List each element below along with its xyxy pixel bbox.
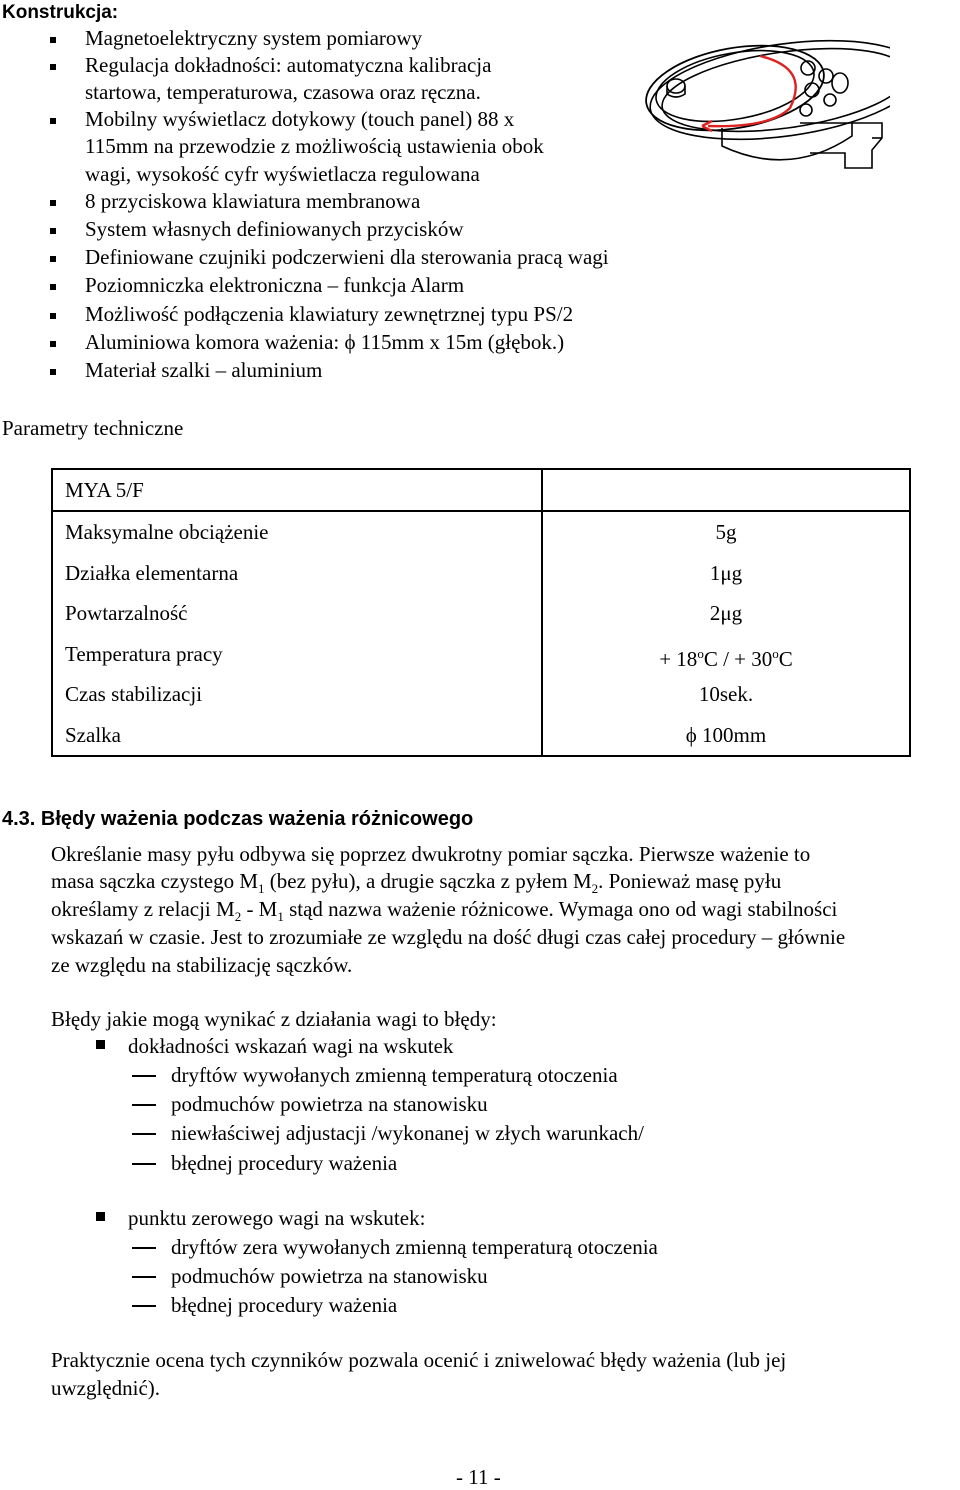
bullet — [96, 1212, 105, 1221]
list-item: System własnych definiowanych przycisków — [85, 217, 464, 241]
bullet — [50, 256, 56, 262]
heading-konstrukcja: Konstrukcja: — [2, 2, 119, 23]
group-title: dokładności wskazań wagi na wskutek — [128, 1034, 454, 1058]
param-label: Temperatura pracy — [65, 641, 223, 666]
list-item: Magnetoelektryczny system pomiarowy — [85, 26, 423, 50]
list-item-continuation: wagi, wysokość cyfr wyświetlacza regulowana — [85, 162, 480, 186]
bullet — [96, 1040, 105, 1049]
bullet — [50, 369, 56, 375]
list-item: niewłaściwej adjustacji /wykonanej w złych warunkach/ — [171, 1121, 644, 1145]
table-cell-labels — [52, 511, 542, 756]
page-number: - 11 - — [456, 1465, 501, 1489]
technical-parameters-table — [51, 468, 911, 757]
bullet — [50, 37, 56, 43]
model-name: MYA 5/F — [65, 478, 144, 502]
dash-bullet — [132, 1276, 156, 1278]
heading-parametry: Parametry techniczne — [2, 416, 184, 440]
list-item: Mobilny wyświetlacz dotykowy (touch panel) 88 x — [85, 107, 515, 131]
table-cell-model — [52, 469, 542, 511]
dash-bullet — [132, 1104, 156, 1106]
param-value: 10sek. — [698, 682, 754, 706]
list-item: Możliwość podłączenia klawiatury zewnętrznej typu PS/2 — [85, 302, 574, 326]
bullet — [50, 118, 56, 124]
bullet — [50, 200, 56, 206]
param-label: Działka elementarna — [65, 560, 239, 585]
section-heading: 4.3. Błędy ważenia podczas ważenia różnicowego — [2, 808, 474, 830]
list-item: Poziomniczka elektroniczna – funkcja Alarm — [85, 273, 465, 297]
list-item: podmuchów powietrza na stanowisku — [171, 1264, 488, 1288]
paragraph-line: Praktycznie ocena tych czynników pozwala ocenić i zniwelować błędy ważenia (lub jej — [51, 1348, 787, 1372]
param-value-temperature: + $18^oC$ / + $30^oC$ — [659, 645, 793, 671]
bullet — [50, 341, 56, 347]
param-label: Szalka — [65, 722, 121, 747]
dash-bullet — [132, 1133, 156, 1135]
paragraph-line: uwzględnić). — [51, 1376, 161, 1400]
bullet — [50, 313, 56, 319]
table-cell-values — [542, 511, 910, 756]
list-item-continuation: 115mm na przewodzie z możliwością ustawienia obok — [85, 134, 544, 158]
list-item: Aluminiowa komora ważenia: ϕ 115mm x 15m (głębok.) — [85, 330, 565, 354]
dash-bullet — [132, 1163, 156, 1165]
list-item: dryftów zera wywołanych zmienną temperaturą otoczenia — [171, 1235, 658, 1259]
paragraph-line: określamy z relacji $M_2 - M_1$ stąd nazwa ważenie różnicowe. Wymaga ono od wagi stabilności — [51, 897, 838, 925]
param-value: 1μg — [709, 560, 743, 585]
param-label: Czas stabilizacji — [65, 682, 203, 706]
paragraph-line: masa sączka czystego $M_1$ (bez pyłu), a drugie sączka z pyłem $M_2$. Ponieważ masę pyłu — [51, 869, 782, 897]
bullet — [50, 284, 56, 290]
param-label: Powtarzalność — [65, 601, 188, 625]
list-item: Materiał szalki – aluminium — [85, 358, 323, 382]
bullet — [50, 64, 56, 70]
param-label: Maksymalne obciążenie — [65, 520, 269, 544]
list-item: dryftów wywołanych zmienną temperaturą otoczenia — [171, 1063, 618, 1087]
param-value: 5g — [715, 520, 737, 544]
bullet — [50, 228, 56, 234]
balance-weighing-chamber-illustration — [640, 28, 890, 188]
list-item: Definiowane czujniki podczerwieni dla sterowania pracą wagi — [85, 245, 609, 269]
paragraph-line: ze względu na stabilizację sączków. — [51, 953, 353, 977]
paragraph-line: wskazań w czasie. Jest to zrozumiałe ze względu na dość długi czas całej procedury – głównie — [51, 925, 846, 949]
group-title: punktu zerowego wagi na wskutek: — [128, 1206, 426, 1230]
dash-bullet — [132, 1305, 156, 1307]
list-item: błędnej procedury ważenia — [171, 1151, 398, 1175]
table-cell-empty — [542, 469, 910, 511]
param-value: ϕ 100mm — [685, 722, 767, 747]
list-item: Regulacja dokładności: automatyczna kalibracja — [85, 53, 492, 77]
list-item: 8 przyciskowa klawiatura membranowa — [85, 189, 421, 213]
paragraph-line: Określanie masy pyłu odbywa się poprzez dwukrotny pomiar sączka. Pierwsze ważenie to — [51, 842, 811, 866]
dash-bullet — [132, 1075, 156, 1077]
errors-intro: Błędy jakie mogą wynikać z działania wagi to błędy: — [51, 1007, 497, 1031]
list-item: podmuchów powietrza na stanowisku — [171, 1092, 488, 1116]
param-value: 2μg — [709, 601, 743, 625]
list-item: błędnej procedury ważenia — [171, 1293, 398, 1317]
list-item-continuation: startowa, temperaturowa, czasowa oraz ręczna. — [85, 80, 481, 104]
dash-bullet — [132, 1247, 156, 1249]
